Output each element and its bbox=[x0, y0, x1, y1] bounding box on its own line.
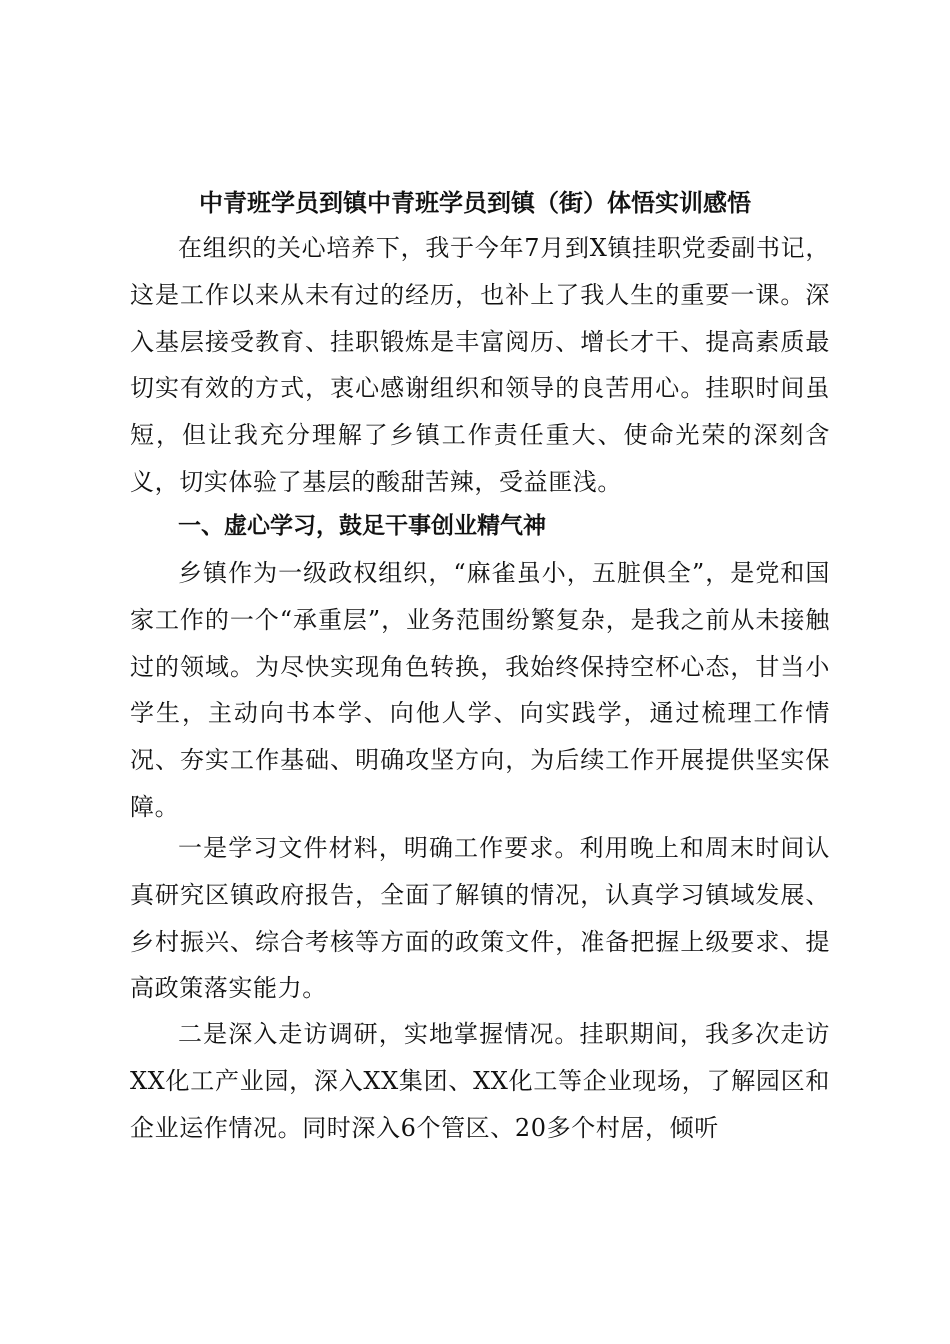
section-1-paragraph: 乡镇作为一级政权组织，“麻雀虽小，五脏俱全”，是党和国家工作的一个“承重层”，业务范围纷繁复杂，是我之前从未接触过的领域。为尽快实现角色转换，我始终保持空杯心态，甘当小学生，主动向书本学、向他人学、向实践学，通过梳理工作情况、夯实工作基础、明确攻坚方向，为后续工作开展提供坚实保障。 bbox=[130, 559, 830, 821]
section-heading-1: 一、虚心学习，鼓足干事创业精气神 bbox=[178, 513, 546, 539]
intro-paragraph: 在组织的关心培养下，我于今年7月到X镇挂职党委副书记，这是工作以来从未有过的经历，也补上了我人生的重要一课。深入基层接受教育、挂职锻炼是丰富阅历、增长才干、提高素质最切实有效的方式，衷心感谢组织和领导的良苦用心。挂职时间虽短，但让我充分理解了乡镇工作责任重大、使命光荣的深刻含义，切实体验了基层的酸甜苦辣，受益匪浅。 bbox=[130, 234, 830, 496]
point-2-paragraph: 二是深入走访调研，实地掌握情况。挂职期间，我多次走访XX化工产业园，深入XX集团、XX化工等企业现场，了解园区和企业运作情况。同时深入6个管区、20多个村居，倾听 bbox=[130, 1020, 830, 1142]
document-title: 中青班学员到镇中青班学员到镇（街）体悟实训感悟 bbox=[199, 188, 751, 217]
point-1-paragraph: 一是学习文件材料，明确工作要求。利用晚上和周末时间认真研究区镇政府报告，全面了解镇的情况，认真学习镇域发展、乡村振兴、综合考核等方面的政策文件，准备把握上级要求、提高政策落实能力。 bbox=[130, 834, 830, 1003]
